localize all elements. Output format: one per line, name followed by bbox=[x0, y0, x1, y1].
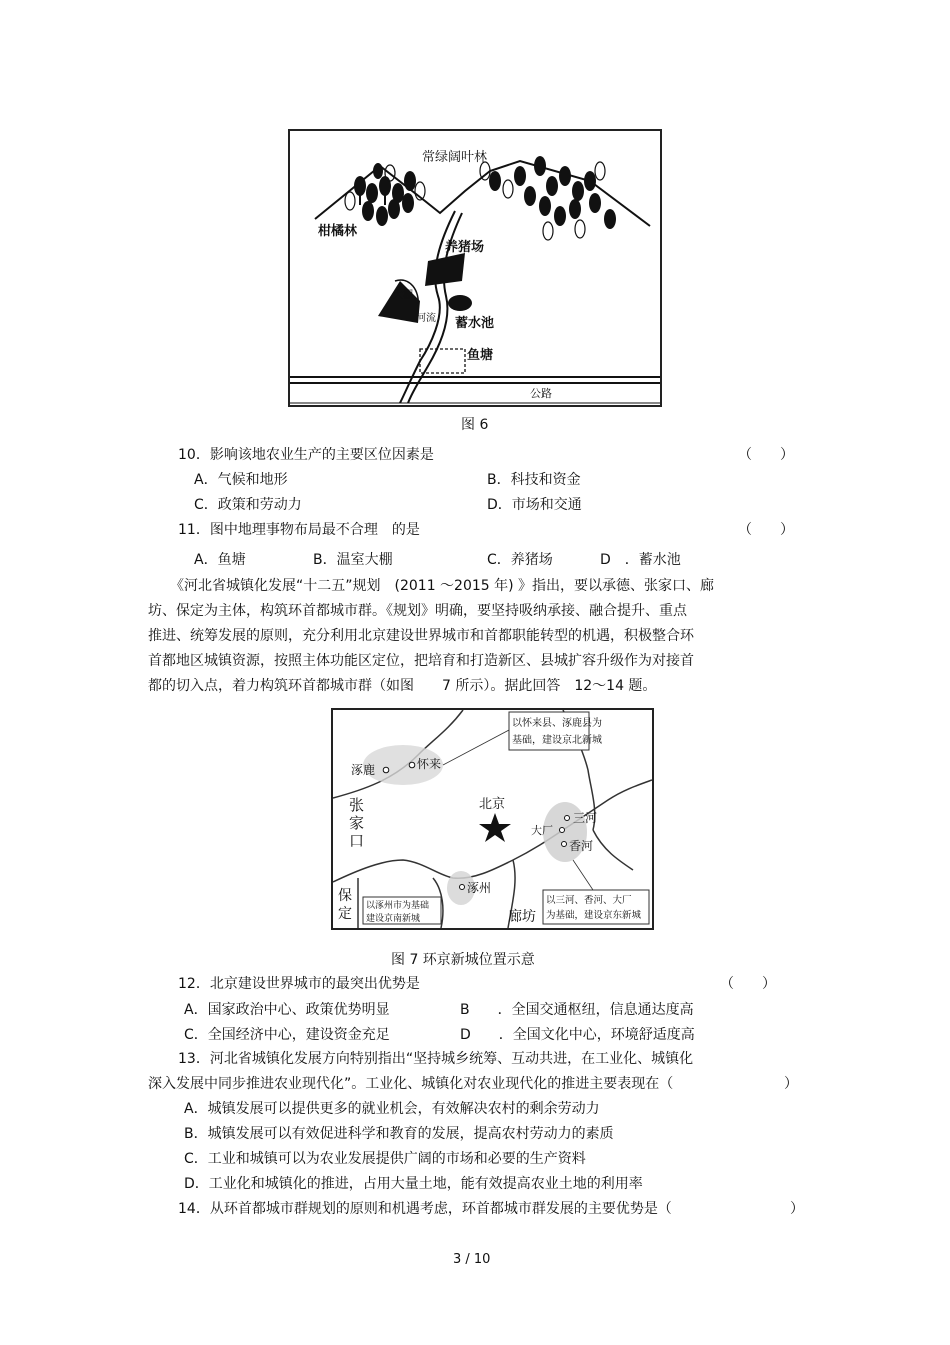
question-13-stem-line-1: 13．河北省城镇化发展方向特别指出“坚持城乡统筹、互动共进，在工业化、城镇化 bbox=[178, 1051, 694, 1067]
callout-east-line-2: 为基础，建设京东新城 bbox=[546, 910, 642, 921]
label-huailai: 怀来 bbox=[417, 757, 442, 771]
figure-7-map bbox=[331, 708, 654, 930]
label-citrus-forest: 柑橘林 bbox=[318, 224, 358, 239]
figure-7-caption: 图 7 环京新城位置示意 bbox=[391, 952, 535, 968]
label-beijing: 北京 bbox=[479, 797, 506, 812]
question-12-option-b: B ．全国交通枢纽，信息通达度高 bbox=[460, 1002, 694, 1018]
svg-text:定: 定 bbox=[338, 906, 352, 922]
callout-east-line-1: 以三河、香河、大厂 bbox=[546, 895, 632, 906]
label-reservoir: 蓄水池 bbox=[455, 316, 495, 331]
callout-south-line-1: 以涿州市为基础 bbox=[366, 901, 430, 911]
question-11-answer-blank: （ ） bbox=[738, 522, 794, 538]
label-baoding bbox=[338, 888, 352, 922]
passage-line-2: 坊、保定为主体，构筑环首都城市群。《规划》明确，要坚持吸纳承接、融合提升、重点 bbox=[148, 603, 687, 619]
callout-north-line-1: 以怀来县、涿鹿县为 bbox=[512, 718, 602, 729]
passage-line-3: 推进、统筹发展的原则，充分利用北京建设世界城市和首都职能转型的机遇，积极整合环 bbox=[148, 628, 694, 644]
question-11-stem: 11．图中地理事物布局最不合理 的是 bbox=[178, 522, 420, 538]
label-zhuozhou: 涿州 bbox=[467, 881, 492, 895]
question-10-option-d: D．市场和交通 bbox=[487, 497, 582, 513]
question-11-option-b: B．温室大棚 bbox=[313, 552, 393, 568]
question-13-option-d: D．工业化和城镇化的推进，占用大量土地，能有效提高农业土地的利用率 bbox=[184, 1176, 643, 1192]
question-12-stem: 12．北京建设世界城市的最突出优势是 bbox=[178, 976, 420, 992]
question-10-answer-blank: （ ） bbox=[738, 447, 794, 463]
question-10-option-c: C．政策和劳动力 bbox=[194, 497, 302, 513]
svg-text:口: 口 bbox=[349, 832, 365, 850]
svg-text:保: 保 bbox=[338, 888, 352, 904]
question-11-option-d: D ．蓄水池 bbox=[600, 552, 681, 568]
label-river: 河流 bbox=[416, 313, 436, 324]
svg-text:家: 家 bbox=[349, 814, 365, 832]
question-13-option-b: B．城镇发展可以有效促进科学和教育的发展，提高农村劳动力的素质 bbox=[184, 1126, 614, 1142]
svg-text:张: 张 bbox=[349, 796, 365, 814]
passage-line-5: 都的切入点，着力构筑环首都城市群（如图 7 所示）。据此回答 12～14 题。 bbox=[148, 678, 657, 694]
label-zhangjiakou bbox=[349, 796, 364, 850]
label-zhuolu: 涿鹿 bbox=[351, 763, 376, 777]
label-road: 公路 bbox=[530, 387, 552, 400]
question-13-answer-blank-close: ） bbox=[784, 1076, 798, 1092]
label-xianghe: 香河 bbox=[569, 839, 594, 853]
question-10-stem: 10．影响该地农业生产的主要区位因素是 bbox=[178, 447, 434, 463]
page-number: 3 / 10 bbox=[453, 1252, 491, 1267]
label-langfang: 廊坊 bbox=[508, 909, 536, 925]
question-14-answer-blank-close: ） bbox=[790, 1201, 804, 1217]
question-12-option-d: D ．全国文化中心，环境舒适度高 bbox=[460, 1027, 695, 1043]
callout-south-line-2: 建设京南新城 bbox=[366, 914, 421, 924]
label-fishpond: 鱼塘 bbox=[467, 348, 494, 363]
figure-6-farm-layout bbox=[288, 129, 662, 407]
callout-north-line-2: 基础，建设京北新城 bbox=[512, 735, 602, 746]
question-13-stem-line-2: 深入发展中同步推进农业现代化”。工业化、城镇化对农业现代化的推进主要表现在（ bbox=[148, 1076, 674, 1092]
figure-7-drawing bbox=[333, 710, 652, 928]
passage-line-4: 首都地区城镇资源，按照主体功能区定位，把培育和打造新区、县城扩容升级作为对接首 bbox=[148, 653, 694, 669]
figure-6-caption: 图 6 bbox=[461, 417, 489, 433]
figure-6-drawing bbox=[290, 131, 660, 405]
question-12-answer-blank: （ ） bbox=[720, 976, 776, 992]
question-12-option-c: C．全国经济中心，建设资金充足 bbox=[184, 1027, 390, 1043]
label-greenhouse: 大棚 bbox=[393, 290, 413, 301]
question-10-option-b: B．科技和资金 bbox=[487, 472, 581, 488]
passage-line-1: 《河北省城镇化发展“十二五”规划 (2011 ～2015 年) 》指出，要以承德、张家口、廊 bbox=[170, 578, 715, 594]
question-10-option-a: A．气候和地形 bbox=[194, 472, 288, 488]
question-11-option-c: C．养猪场 bbox=[487, 552, 553, 568]
question-12-option-a: A．国家政治中心、政策优势明显 bbox=[184, 1002, 390, 1018]
label-evergreen-forest: 常绿阔叶林 bbox=[422, 150, 488, 165]
question-13-option-a: A．城镇发展可以提供更多的就业机会，有效解决农村的剩余劳动力 bbox=[184, 1101, 600, 1117]
question-11-option-a: A．鱼塘 bbox=[194, 552, 246, 568]
label-dachang: 大厂 bbox=[531, 824, 553, 837]
label-sanhe: 三河 bbox=[573, 811, 598, 825]
question-14-stem: 14．从环首都城市群规划的原则和机遇考虑，环首都城市群发展的主要优势是（ bbox=[178, 1201, 672, 1217]
question-13-option-c: C．工业和城镇可以为农业发展提供广阔的市场和必要的生产资料 bbox=[184, 1151, 586, 1167]
label-pig-farm: 养猪场 bbox=[445, 240, 485, 255]
